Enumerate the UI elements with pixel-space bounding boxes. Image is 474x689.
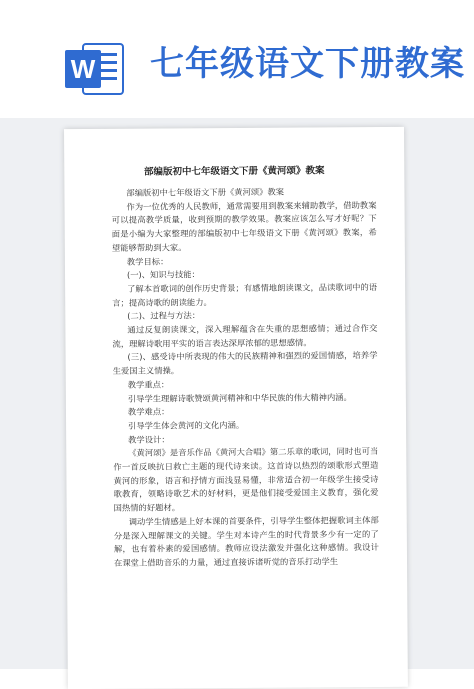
paragraph: 引导学生体会黄河的文化内涵。 <box>127 419 245 431</box>
document-page <box>64 127 408 689</box>
paragraph: 《黄河颂》是音乐作品《黄河大合唱》第二乐章的歌词，同时也可当作一首反映抗日救亡主题的现代诗来读。这首诗以热烈的颂歌形式塑造黄河的形象，语言和抒情方面浅显易懂，非常适合初一年级学生接受诗歌教育，领略诗歌艺术的好材料，更是他们接受爱国主义教育，强化爱国热情的好题材。 <box>113 446 379 514</box>
paragraph: 教学重点： <box>127 379 170 390</box>
document-body <box>111 185 379 571</box>
paragraph: 了解本首歌词的创作历史背景；有感情地朗读课文，品读歌词中的语言；提高诗歌的朗读能力。 <box>112 281 378 308</box>
paragraph: (一)、知识与技能： <box>126 269 200 280</box>
banner-title: 七年级语文下册教案 <box>150 44 465 84</box>
paragraph: 作为一位优秀的人民教师，通常需要用到教案来辅助教学，借助教案可以提高教学质量，收到预期的教学效果。教案应该怎么写才好呢？下面是小编为大家整理的部编版初中七年级语文下册《黄河颂》教案，希望能够帮助到大家。 <box>111 199 377 253</box>
paragraph: 教学目标： <box>126 255 169 267</box>
paragraph: 通过反复朗读课文，深入理解蕴含在失重的思想感情；通过合作交流，理解诗歌用平实的语言表达深厚浓郁的思想感情。 <box>112 323 378 349</box>
document-title: 部编版初中七年级语文下册《黄河颂》教案 <box>144 165 325 178</box>
word-logo-letter: W <box>70 54 96 84</box>
paragraph: 教学难点： <box>127 406 170 417</box>
paragraph: 引导学生理解诗歌赞颂黄河精神和中华民族的伟大精神内涵。 <box>127 391 352 404</box>
banner <box>0 0 474 125</box>
word-logo-icon <box>63 36 129 102</box>
paragraph: 教学设计： <box>128 434 170 445</box>
paragraph: 部编版初中七年级语文下册《黄河颂》教案 <box>126 186 285 198</box>
paragraph: 调动学生情感是上好本课的首要条件，引导学生整体把握歌词主体部分是深入理解课文的关键。学生对本诗产生的时代背景多少有一定的了解，也有着朴素的爱国感情。教师应设法激发并强化这种感情。我设计在课堂上借助音乐的力量，通过直接诉诸听觉的音乐打动学生 <box>113 514 379 568</box>
paragraph: (三)、感受诗中所表现的伟大的民族精神和强烈的爱国情感，培养学生爱国主义情操。 <box>112 350 378 376</box>
paragraph: (二)、过程与方法： <box>127 310 201 322</box>
